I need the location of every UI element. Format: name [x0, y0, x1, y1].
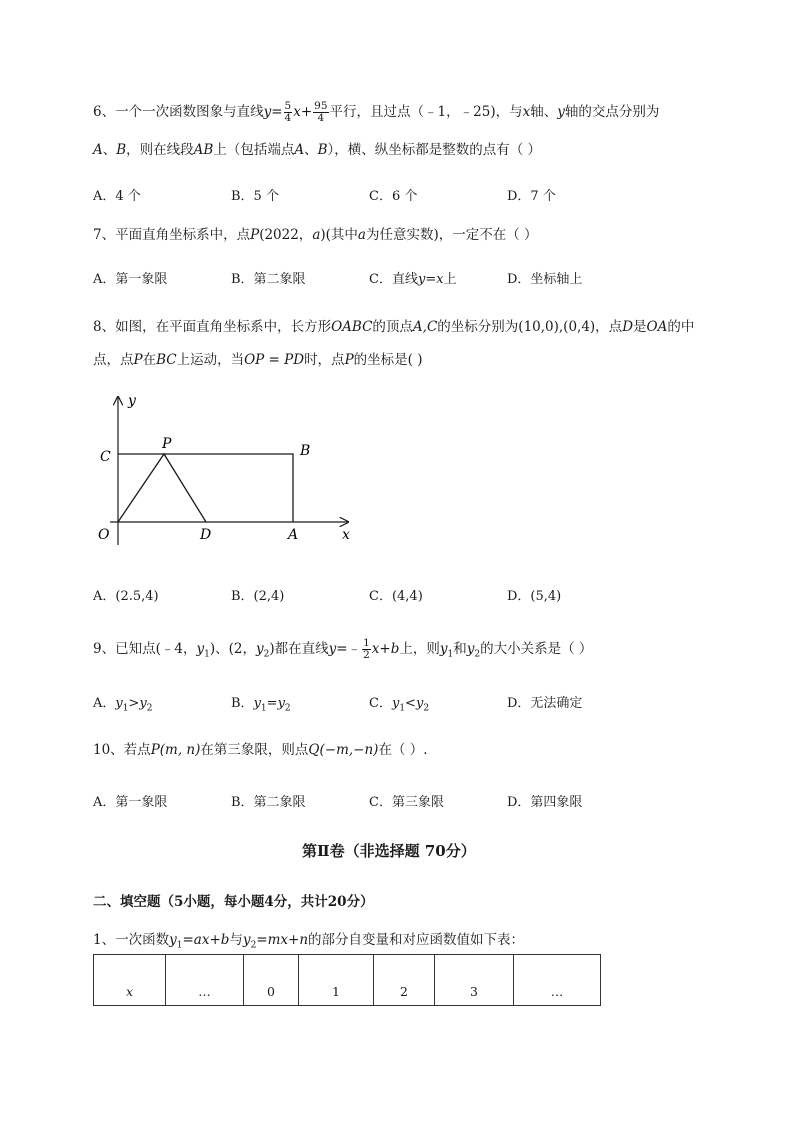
q9-text: 9、已知点(﹣4，: [93, 641, 197, 657]
q9-text: 和: [453, 641, 467, 657]
q7-var: x: [436, 272, 444, 287]
q9-text: )、(2，: [209, 641, 256, 657]
q9-var: y: [277, 696, 285, 711]
q7-option-c[interactable]: [369, 268, 457, 287]
q6-var: B: [317, 142, 328, 158]
frac-num: 5: [284, 100, 292, 112]
f1-var: b: [220, 932, 230, 948]
q9-option-a[interactable]: [93, 692, 152, 714]
q7-text: 7、平面直角坐标系中，点: [93, 227, 251, 243]
q9-var: y: [196, 641, 205, 657]
q9-sub: 1: [204, 649, 210, 660]
label-o: O: [98, 527, 110, 543]
q8-line1: [93, 317, 694, 337]
q8-line2: [93, 350, 422, 370]
q8-text: 上运动，当: [176, 352, 245, 368]
q8-var: OABC: [331, 319, 373, 335]
q8-option-d[interactable]: D．(5,4): [507, 589, 562, 604]
q8-figure: [90, 385, 370, 550]
q6-text: 轴、: [530, 104, 558, 120]
q8-option-c[interactable]: C．(4,4): [369, 589, 423, 604]
q9-option-label: A．: [93, 696, 116, 711]
q8-var: BC: [156, 352, 177, 368]
q7-text: 上: [443, 272, 457, 287]
q9-rel: =: [266, 696, 278, 711]
frac-den: 2: [363, 649, 370, 661]
q6-text: +: [300, 104, 313, 120]
q9-sub: 1: [122, 703, 129, 714]
label-a: A: [288, 527, 299, 543]
table-cell: …: [166, 955, 244, 1006]
q6-option-b[interactable]: B．5 个: [231, 189, 279, 204]
q6-text: 上（包括端点: [213, 142, 295, 158]
q6-line2: [93, 140, 541, 160]
q7-var: a: [312, 227, 321, 243]
table-cell: 0: [244, 955, 299, 1006]
f1-var: n: [299, 932, 309, 948]
frac-num: 1: [363, 637, 370, 649]
q9-option-c[interactable]: [369, 692, 429, 714]
q9-var: x: [371, 641, 380, 657]
rectangle-oabc: [118, 454, 293, 522]
q9-text: 的大小关系是（ ）: [480, 641, 593, 657]
q9-var: y: [466, 641, 475, 657]
q9-var: y: [415, 696, 424, 711]
q6-text: =: [271, 104, 283, 120]
q6-text: 平行，且过点（﹣1，﹣25)，与: [329, 104, 523, 120]
part2-title: 第Ⅱ卷（非选择题 70分）: [302, 842, 476, 860]
q6-line1: [93, 101, 659, 124]
q6-frac1: [284, 101, 293, 124]
section2-heading: 二、填空题（5小题，每小题4分，共计20分）: [93, 894, 374, 910]
q8-var: P: [344, 352, 354, 368]
f1-text: +: [209, 932, 221, 948]
q8-text: 的坐标是( ): [353, 352, 423, 368]
q9-rel: <: [405, 696, 416, 711]
q9-sub: 2: [263, 649, 270, 660]
q9-option-label: B．: [231, 696, 254, 711]
q9-var: y: [253, 696, 261, 711]
label-b: B: [300, 443, 311, 459]
q8-text: 是: [633, 319, 647, 335]
q8-text: 8、如图，在平面直角坐标系中，长方形: [93, 319, 332, 335]
q9-stem: [93, 638, 592, 665]
q8-var: A,C: [412, 319, 438, 335]
f1-text: 的部分自变量和对应函数值如下表：: [308, 932, 525, 948]
q9-sub: 2: [423, 703, 430, 714]
f1-var: y: [242, 932, 251, 948]
q9-text: )都在直线: [269, 641, 329, 657]
q10-var: (m, n): [159, 742, 201, 758]
label-x: x: [342, 527, 350, 543]
q6-var: B: [116, 142, 127, 158]
q9-sub: 2: [284, 703, 291, 714]
q9-text: 上，则: [399, 641, 440, 657]
q9-var: y: [439, 641, 448, 657]
q8-text: 时，点: [304, 352, 345, 368]
f1-text: +: [288, 932, 300, 948]
q9-var: y: [328, 641, 337, 657]
q8-var: OA: [646, 319, 668, 335]
q6-var: A: [294, 142, 305, 158]
q10-var: P: [150, 742, 160, 758]
table-cell: 2: [374, 955, 435, 1006]
q9-option-d[interactable]: D．无法确定: [507, 696, 583, 711]
q10-var: (−m,−n): [319, 742, 379, 758]
q9-var: b: [390, 641, 400, 657]
q8-var: D: [622, 319, 634, 335]
q8-text: 的中: [667, 319, 695, 335]
q6-var: AB: [193, 142, 214, 158]
table-cell: …: [514, 955, 601, 1006]
f1-var: mx: [267, 932, 289, 948]
q9-option-label: C．: [369, 696, 392, 711]
table-cell-x: x: [125, 984, 134, 999]
q6-text: 轴的交点分别为: [564, 104, 660, 120]
q7-option-c-label: C．直线: [369, 272, 418, 287]
q9-option-b[interactable]: [231, 692, 291, 714]
q8-option-b[interactable]: B．(2,4): [231, 589, 285, 604]
q9-text: =﹣: [336, 641, 362, 657]
q7-var: a: [357, 227, 366, 243]
q8-option-a[interactable]: A．(2.5,4): [93, 589, 159, 604]
q6-var: A: [93, 142, 103, 158]
q7-text: (2022，: [259, 227, 313, 243]
label-d: D: [200, 527, 212, 543]
q7-text: )(其中: [320, 227, 358, 243]
q6-text: 、: [102, 142, 117, 158]
frac-den: 4: [284, 112, 292, 124]
q10-option-a[interactable]: A．第一象限: [93, 795, 168, 810]
q7-var: y: [417, 272, 426, 287]
q9-frac: [362, 638, 371, 661]
q8-text: 在: [142, 352, 157, 368]
q8-text: 的坐标分别为(10,0),(0,4)，点: [437, 319, 623, 335]
q8-var: OP = PD: [244, 352, 305, 368]
q10-option-c[interactable]: C．第三象限: [369, 795, 444, 810]
q7-option-a[interactable]: A．第一象限: [93, 272, 168, 287]
f1-text: =: [182, 932, 194, 948]
q6-option-c[interactable]: C．6 个: [369, 189, 418, 204]
q10-var: Q: [308, 742, 320, 758]
table-row: [94, 955, 601, 1006]
table-cell: [94, 955, 166, 1006]
q10-text: 在第三象限，则点: [200, 742, 309, 758]
f1-text: 与: [229, 932, 243, 948]
label-c: C: [100, 449, 111, 465]
q9-sub: 1: [447, 649, 454, 660]
q10-stem: [93, 740, 428, 760]
q6-var: y: [557, 104, 565, 120]
q9-rel: >: [128, 696, 140, 711]
label-y: y: [128, 393, 136, 409]
q6-text: 、: [304, 142, 318, 158]
q9-var: y: [115, 696, 123, 711]
frac-num: 95: [314, 100, 328, 112]
q7-text: 为任意实数)，一定不在（ ）: [365, 227, 538, 243]
f1-var: ax: [193, 932, 210, 948]
q6-var: y: [263, 104, 272, 120]
q9-var: y: [139, 696, 147, 711]
q7-stem: [93, 225, 538, 245]
q10-option-d[interactable]: D．第四象限: [507, 795, 583, 810]
q9-var: y: [255, 641, 264, 657]
q7-text: =: [425, 272, 437, 287]
f1-sub: 1: [176, 940, 183, 951]
q6-text: 6、一个一次函数图象与直线: [93, 104, 264, 120]
q8-var: P: [133, 352, 143, 368]
q6-var: x: [522, 104, 531, 120]
label-p: P: [162, 436, 172, 452]
f1-text: =: [256, 932, 268, 948]
q6-frac2: [313, 101, 328, 124]
q6-text: ），横、纵坐标都是整数的点有（ ）: [327, 142, 542, 158]
table-cell: 1: [299, 955, 374, 1006]
triangle-opd: [118, 454, 206, 522]
q8-text: 点，点: [93, 352, 134, 368]
q9-sub: 2: [146, 703, 153, 714]
q6-option-a[interactable]: A．4 个: [93, 189, 141, 204]
f1-text: 1、一次函数: [93, 932, 170, 948]
q9-sub: 1: [399, 703, 406, 714]
q10-text: 10、若点: [93, 742, 151, 758]
q10-text: 在（ ）.: [378, 742, 428, 758]
value-table: [93, 954, 601, 1006]
q7-var: P: [250, 227, 260, 243]
q6-text: ，则在线段: [126, 142, 194, 158]
q6-var: x: [293, 104, 301, 120]
q8-text: 的顶点: [372, 319, 413, 335]
q6-option-d[interactable]: D．7 个: [507, 189, 556, 204]
q7-option-b[interactable]: B．第二象限: [231, 272, 306, 287]
frac-den: 4: [317, 112, 325, 124]
q9-text: +: [379, 641, 391, 657]
q10-option-b[interactable]: B．第二象限: [231, 795, 306, 810]
q9-var: y: [391, 696, 400, 711]
f1-var: y: [169, 932, 177, 948]
q9-sub: 2: [474, 649, 481, 660]
q9-sub: 1: [260, 703, 267, 714]
q7-option-d[interactable]: D．坐标轴上: [507, 272, 583, 287]
f1-sub: 2: [250, 940, 257, 951]
fill1-stem: [93, 930, 524, 956]
table-cell: 3: [435, 955, 514, 1006]
